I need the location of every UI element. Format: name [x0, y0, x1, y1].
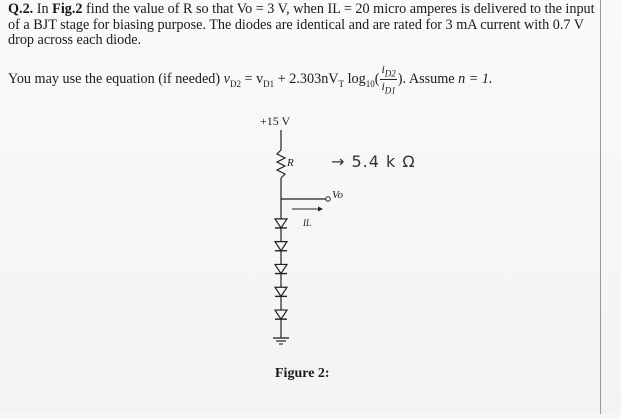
question-body: find the value of R so that Vo = 3 V, when IL = 20 micro amperes is delivered to the input of a BJT stage for biasing purpose. The diodes are identical and are rated for 3 mA current with 0.7 V drop across each diode. [8, 1, 595, 48]
diode-symbol [275, 287, 287, 296]
resistor-symbol [277, 150, 285, 178]
frac-den-sub: D1 [384, 85, 396, 96]
equation-prefix: You may use the equation (if needed) [8, 71, 224, 88]
eq-assume-n: n = 1. [458, 71, 493, 88]
equation-line: You may use the equation (if needed) $v_{D2} = v_{D1} + 2.303nV_T$ $\log_{10}$( $\frac{i_{D2}}{i_{D1}}$ ). Assume n = 1. [8, 62, 493, 96]
frac-num-sub: D2 [384, 68, 396, 79]
eq-suffix: . Assume [402, 71, 459, 88]
eq-lhs-sub: D2 [229, 78, 241, 89]
figure-caption: Figure 2: [275, 366, 330, 381]
load-current-label: IL [303, 218, 312, 228]
question-intro: In [33, 1, 53, 17]
diode-symbol [275, 310, 287, 319]
resistor-label: R [287, 157, 294, 169]
handwritten-note: → 5.4 k Ω [331, 152, 416, 171]
eq-log: log [344, 71, 366, 88]
eq-vd1: = v [240, 71, 264, 88]
eq-vt-sub: T [338, 78, 345, 89]
diode-symbol [275, 219, 287, 228]
supply-label: +15 V [260, 114, 291, 128]
output-terminal [326, 197, 330, 201]
question-number: Q.2. [8, 1, 34, 17]
figure-reference: Fig.2 [52, 1, 83, 17]
diode-chain [275, 212, 287, 326]
eq-plus-term: + 2.303nV [274, 71, 339, 88]
diode-symbol [275, 264, 287, 273]
output-label: Vo [332, 189, 343, 201]
diode-symbol [275, 242, 287, 251]
eq-vd1-sub: D1 [263, 78, 275, 89]
eq-log-sub: 10 [365, 78, 375, 89]
frac-den: i [381, 79, 385, 94]
frac-num: i [381, 62, 385, 76]
current-arrow-head [318, 207, 323, 212]
eq-lhs: v [223, 71, 230, 88]
